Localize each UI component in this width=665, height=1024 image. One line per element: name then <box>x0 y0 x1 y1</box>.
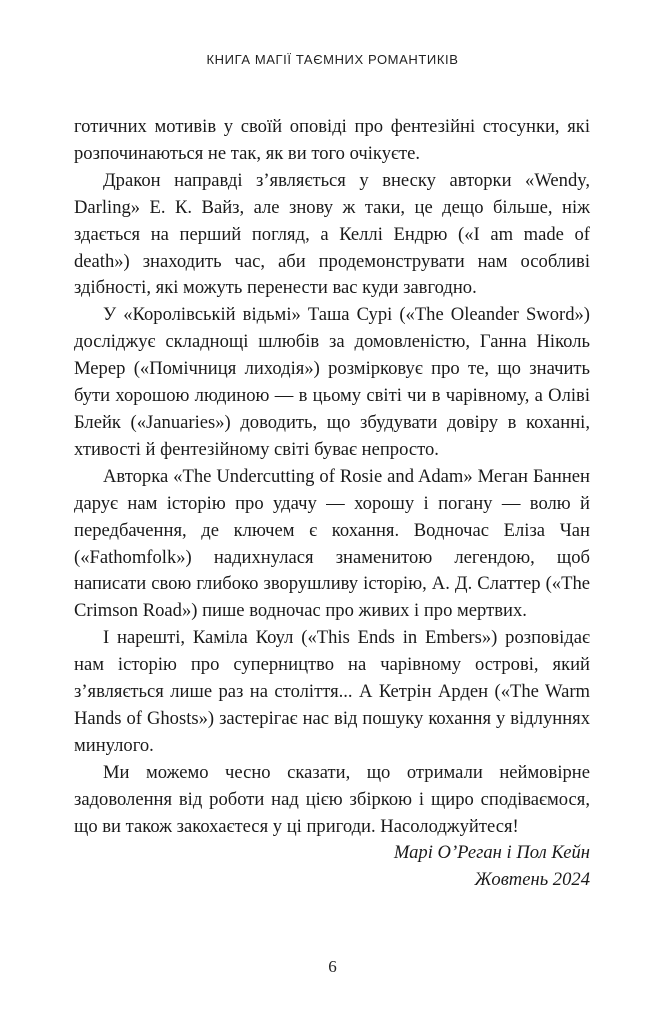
paragraph-continuation: готичних мотивів у своїй оповіді про фентезійні стосунки, які розпочинаються не так, як ви того очікуєте. <box>74 116 590 164</box>
paragraph-finally: І нарешті, Каміла Коул («This Ends in Embers») розповідає нам історію про суперництво на чарівному острові, який з’являється лише раз на століття... А Кетрін Арден («The Warm Hands of Ghosts») застерігає нас від пошуку кохання у відлуннях минулого. <box>74 627 590 756</box>
paragraph-royal-witch: У «Королівській відьмі» Таша Сурі («The Oleander Sword») досліджує складнощі шлюбів за домовленістю, Ганна Ніколь Мерер («Помічниця лиходія») розмірковує про те, що значить бути хорошою людиною — в цьому світі чи в чарівному, а Оліві Блейк («Januaries») доводить, що збудувати довіру в коханні, хтивості й фентезійному світі буває непросто. <box>74 304 590 460</box>
signature-date: Жовтень 2024 <box>474 869 590 891</box>
page-number: 6 <box>328 957 337 976</box>
body-text <box>74 114 590 894</box>
signature-authors: Марі О’Реган і Пол Кейн <box>393 842 590 864</box>
running-head: КНИГА МАГІЇ ТАЄМНИХ РОМАНТИКІВ <box>206 52 459 67</box>
paragraph-undercutting: Авторка «The Undercutting of Rosie and Adam» Меган Баннен дарує нам історію про удачу — хорошу і погану — волю й передбачення, де ключем є кохання. Водночас Еліза Чан («Fathomfolk») надихнулася знаменитою легендою, щоб написати свою глибоко зворушливу історію, А. Д. Слаттер («The Crimson Road») пише водночас про живих і про мертвих. <box>74 465 590 622</box>
paragraph-dragon: Дракон направді з’являється у внеску авторки «Wendy, Darling» Е. К. Вайз, але знову ж таки, це дещо більше, ніж здається на перший погляд, а Келлі Ендрю («I am made of death») знаходить час, аби продемонструвати нам особливі здібності, які можуть перенести вас куди завгодно. <box>74 169 590 299</box>
paragraph-closing: Ми можемо чесно сказати, що отримали неймовірне задоволення від роботи над цією збіркою і щиро сподіваємося, що ви також закохаєтеся у ці пригоди. Насолоджуйтеся! <box>74 761 590 837</box>
